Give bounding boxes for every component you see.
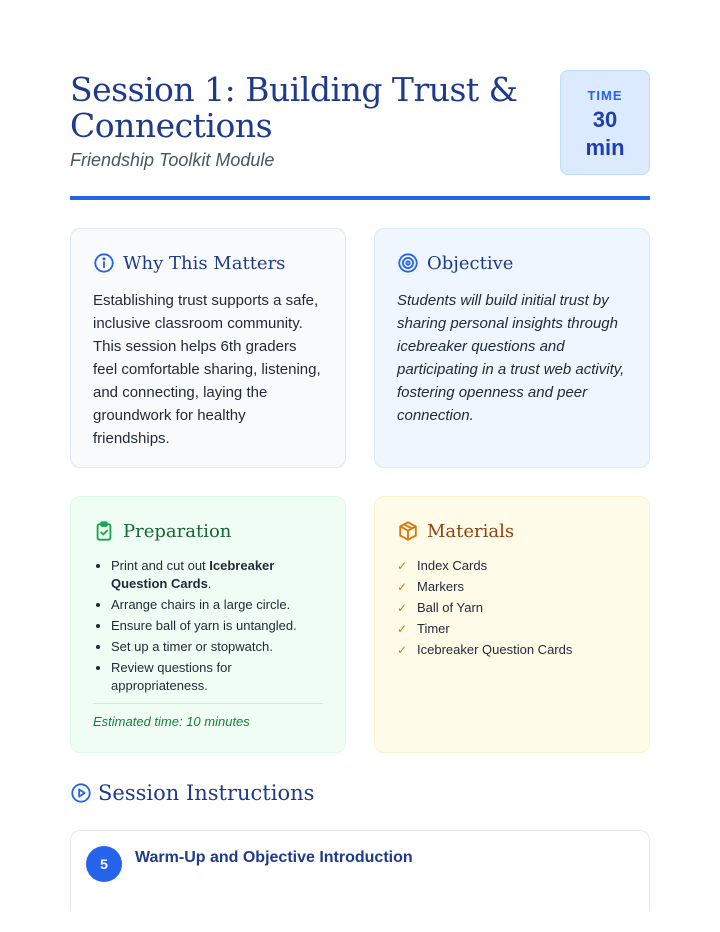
step-title: Warm-Up and Objective Introduction — [135, 849, 413, 866]
header-divider — [70, 196, 650, 200]
prep-item-bold: Icebreaker Question Cards — [111, 558, 275, 591]
materials-list — [397, 557, 627, 659]
session-instructions-title: Session Instructions — [98, 781, 315, 805]
target-icon — [397, 252, 419, 274]
estimated-time: Estimated time: 10 minutes — [93, 714, 250, 729]
check-icon: ✓ — [397, 559, 408, 573]
time-unit: min — [585, 135, 625, 160]
material-label: Ball of Yarn — [417, 600, 484, 615]
why-card-text: Establishing trust supports a safe, inclusive classroom community. This session helps 6th graders feel comfortable sharing, listening, and connecting, laying the groundwork for healthy friendships. — [93, 292, 321, 447]
play-circle-icon — [70, 782, 92, 804]
list-item: • Set up a timer or stopwatch. — [111, 638, 323, 656]
clipboard-check-icon — [93, 520, 115, 542]
objective-card-header — [397, 251, 627, 275]
why-this-matters-card — [70, 228, 346, 468]
session-instructions-header — [70, 781, 314, 805]
material-label: Markers — [417, 579, 464, 594]
why-card-header — [93, 251, 323, 275]
step-number-badge: 5 — [86, 846, 122, 882]
materials-card-header — [397, 519, 627, 543]
list-item — [397, 620, 627, 638]
preparation-card — [70, 496, 346, 753]
objective-card-text: Students will build initial trust by sharing personal insights through icebreaker questions and participating in a trust web activity, fostering openness and peer connection. — [397, 292, 625, 424]
list-item — [397, 641, 627, 659]
material-label: Icebreaker Question Cards — [417, 642, 573, 657]
page-subtitle: Friendship Toolkit Module — [70, 150, 275, 170]
package-icon — [397, 520, 419, 542]
prep-item-suffix: . — [207, 576, 212, 591]
step-card — [70, 830, 650, 910]
info-icon — [93, 252, 115, 274]
why-card-title: Why This Matters — [123, 252, 286, 274]
list-item — [397, 578, 627, 596]
list-item — [397, 599, 627, 617]
material-label: Index Cards — [417, 558, 488, 573]
page-header — [70, 70, 650, 200]
check-icon: ✓ — [397, 622, 408, 636]
materials-card-title: Materials — [427, 520, 515, 542]
preparation-divider — [93, 703, 323, 704]
preparation-card-title: Preparation — [123, 520, 232, 542]
time-number: 30 — [592, 107, 618, 132]
list-item: • Review questions for appropriateness. — [111, 659, 323, 695]
check-icon: ✓ — [397, 643, 408, 657]
list-item — [397, 557, 627, 575]
check-icon: ✓ — [397, 580, 408, 594]
time-label: TIME — [587, 88, 623, 103]
prep-item-text: Print and cut out — [111, 558, 210, 573]
page-title: Session 1: Building Trust & Connections — [70, 70, 518, 145]
preparation-card-header — [93, 519, 323, 543]
objective-card — [374, 228, 650, 468]
list-item: • Ensure ball of yarn is untangled. — [111, 617, 323, 635]
time-value — [561, 106, 649, 162]
materials-card — [374, 496, 650, 753]
preparation-list — [93, 557, 323, 695]
list-item: • Arrange chairs in a large circle. — [111, 596, 323, 614]
time-badge — [560, 70, 650, 175]
material-label: Timer — [417, 621, 450, 636]
list-item — [111, 557, 323, 593]
objective-card-title: Objective — [427, 252, 514, 274]
check-icon: ✓ — [397, 601, 408, 615]
